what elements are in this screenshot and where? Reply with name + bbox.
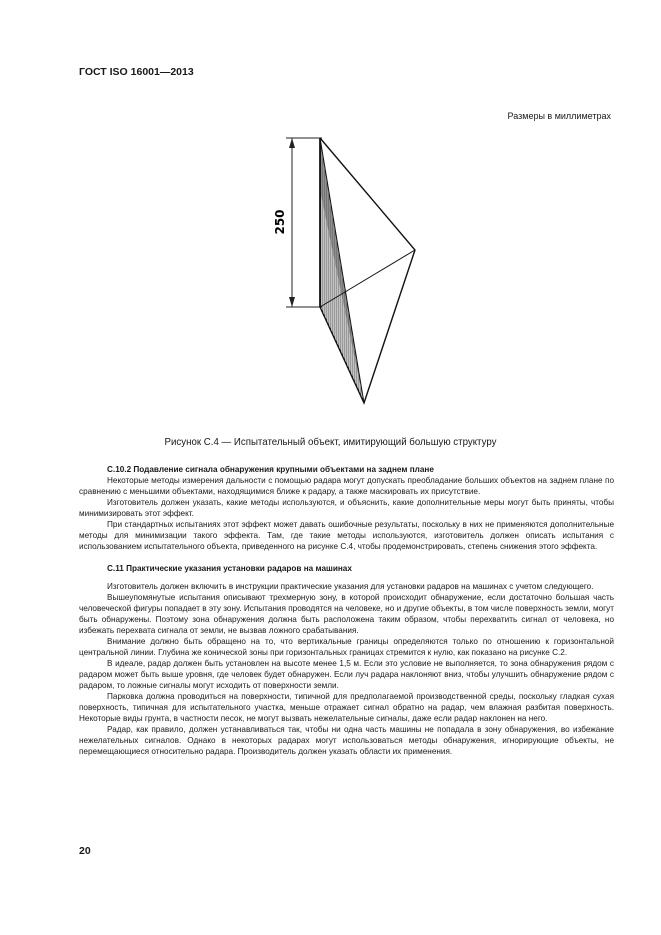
paragraph: Вышеупомянутые испытания описывают трехмерную зону, в которой происходит обнаружение, если достаточно большая часть человеческой фигуры попадает в эту зону. Испытания проводятся на человеке, но и другие объекты, в том числе поверхность земли, могут быть обнаружены. Поэтому зона обнаружения должна быть расположена таким образом, чтобы перехватить сигнал от человека, но избежать перехвата сигнала от земли, не вызвав ложного срабатывания. bbox=[79, 593, 614, 635]
paragraph: Парковка должна проводиться на поверхности, типичной для предполагаемой производственной среды, поскольку гладкая сухая поверхность, типичная для испытательного участка, меньше отражает сигнал обратно на радар, чем влажная разбитая поверхность. Некоторые виды грунта, в частности песок, не могут вызвать нежелательные сигналы, даже если радар наклонен на него. bbox=[79, 692, 614, 723]
paragraph: Внимание должно быть обращено на то, что вертикальные границы определяются только по отношению к горизонтальной центральной линии. Глубина же конической зоны при горизонтальных границах стремится к нулю, как показано на рисунке С.2. bbox=[79, 637, 614, 657]
paragraph: Некоторые методы измерения дальности с помощью радара могут допускать преобладание больших объектов на заднем плане по сравнению с меньшими объектами, находящимися ближе к радару, а также маскировать их присутствие. bbox=[79, 476, 614, 496]
paragraph: При стандартных испытаниях этот эффект может давать ошибочные результаты, поскольку в них не применяются дополнительные методы для минимизации такого эффекта. Там, где такие методы используются, изготовитель должен описать испытания с использованием испытательного объекта, приведенного на рисунке С.4, чтобы продемонстрировать, степень снижения этого эффекта. bbox=[79, 520, 614, 551]
body-text bbox=[79, 464, 614, 757]
section-heading-c10-2: С.10.2 Подавление сигнала обнаружения крупными объектами на заднем плане bbox=[107, 465, 434, 474]
paragraph: Изготовитель должен указать, какие методы используются, и объяснить, какие дополнительные меры могут быть приняты, чтобы минимизировать этот эффект. bbox=[79, 498, 614, 518]
section-heading-c11: С.11 Практические указания установки радаров на машинах bbox=[107, 564, 352, 573]
paragraph: В идеале, радар должен быть установлен на высоте менее 1,5 м. Если это условие не выполняется, то зона обнаружения рядом с радаром может быть выше уровня, где человек будет обнаружен. Если луч радара наклоняют вниз, чтобы улучшить обнаружение рядом с радаром, то ложные сигналы могут исходить от поверхности земли. bbox=[79, 659, 614, 690]
dimension-arrow-bottom bbox=[289, 297, 295, 307]
dimension-label: 250 bbox=[273, 209, 287, 235]
page-number: 20 bbox=[79, 845, 91, 857]
figure-caption: Рисунок С.4 — Испытательный объект, имитирующий большую структуру bbox=[164, 437, 497, 448]
dimension-arrow-top bbox=[289, 138, 295, 148]
test-object-figure bbox=[270, 130, 430, 415]
paragraph: Изготовитель должен включить в инструкции практические указания для установки радаров на машинах с учетом следующего. bbox=[107, 582, 594, 591]
document-code: ГОСТ ISO 16001—2013 bbox=[79, 66, 194, 78]
paragraph: Радар, как правило, должен устанавливаться так, чтобы ни одна часть машины не попадала в зону обнаружения, во избежание нежелательных сигналов. Однако в некоторых радарах могут использоваться методы обнаружения, игнорирующие объекты, не перемещающиеся относительно радара. Производитель должен указать области их применения. bbox=[79, 725, 614, 756]
units-note: Размеры в миллиметрах bbox=[507, 111, 611, 121]
